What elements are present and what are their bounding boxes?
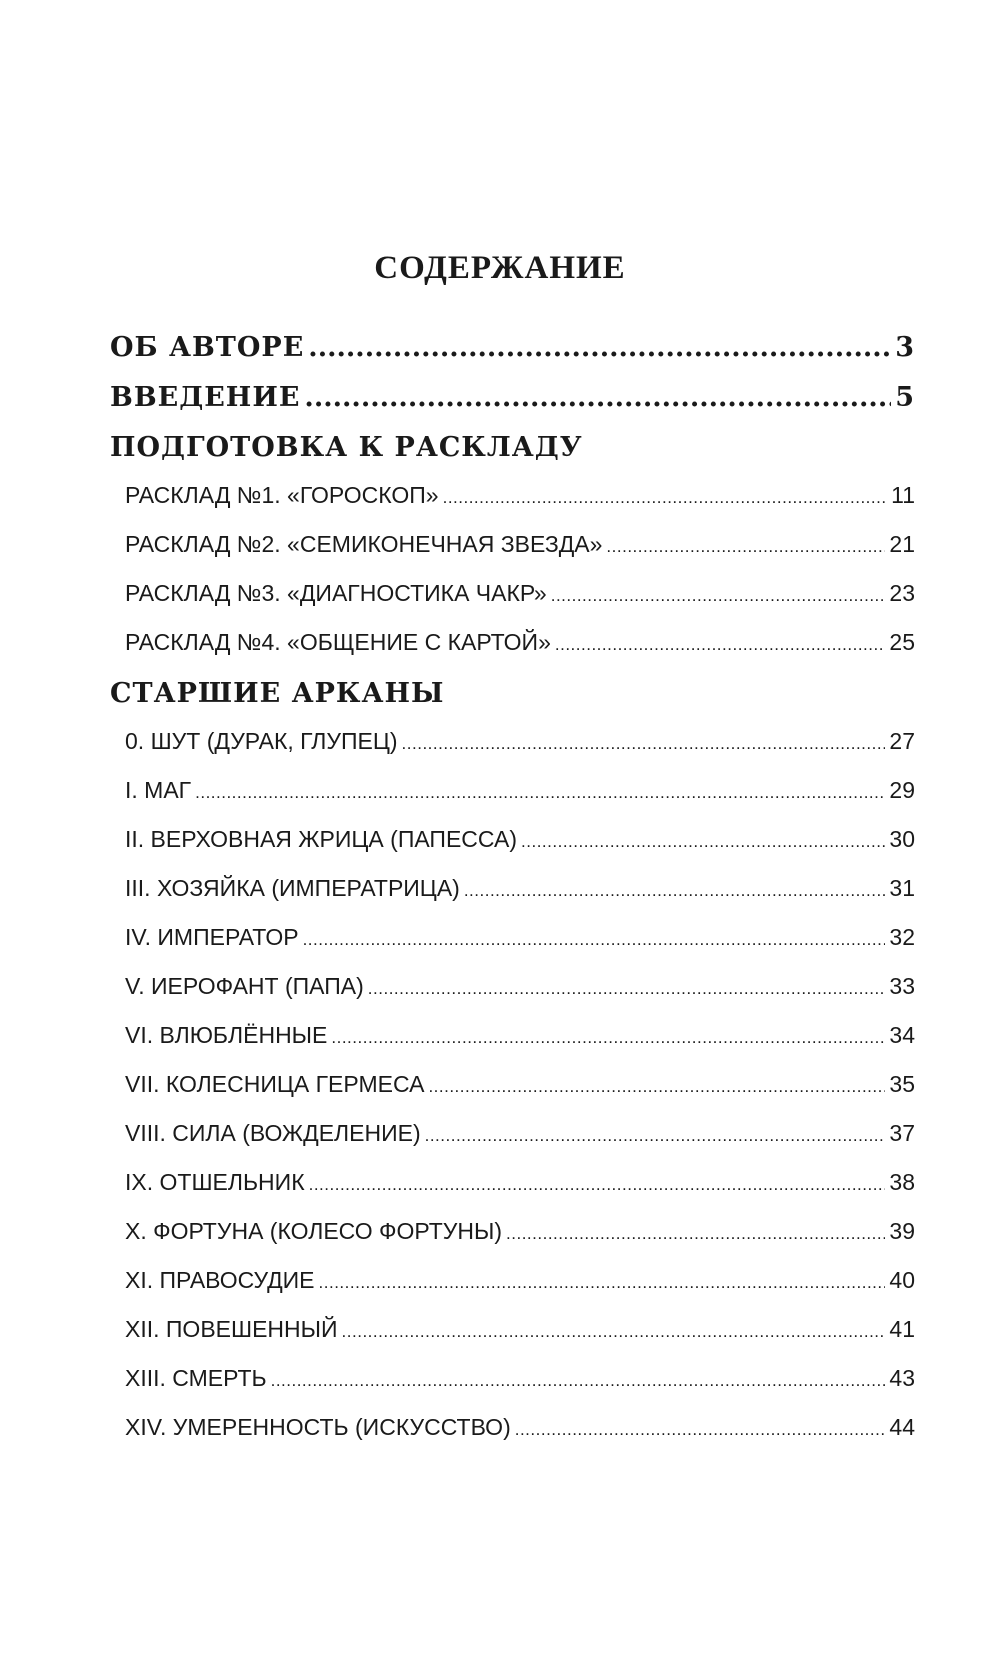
toc-page-number: 44	[889, 1414, 915, 1440]
toc-entry[interactable]	[110, 1414, 915, 1463]
toc-page-number: 41	[889, 1316, 915, 1342]
toc-entry[interactable]	[110, 777, 915, 826]
dot-leader	[425, 1126, 886, 1146]
toc-page-number: 39	[889, 1218, 915, 1244]
toc-page-number: 30	[889, 826, 915, 852]
toc-entry[interactable]	[110, 728, 915, 777]
toc-page-number: 11	[891, 482, 915, 508]
dot-leader	[331, 1028, 885, 1048]
toc-entry-introduction[interactable]	[110, 382, 915, 432]
dot-leader	[195, 783, 885, 803]
dot-leader	[368, 979, 886, 999]
toc-entry[interactable]	[110, 924, 915, 973]
toc-page-number: 31	[889, 875, 915, 901]
toc-page-number: 40	[889, 1267, 915, 1293]
toc-entry[interactable]	[110, 531, 915, 580]
toc-page-number: 43	[889, 1365, 915, 1391]
toc-page-number: 29	[889, 777, 915, 803]
toc-entry-label: 0. ШУТ (ДУРАК, ГЛУПЕЦ)	[125, 728, 398, 754]
toc-entry-label: X. ФОРТУНА (КОЛЕСО ФОРТУНЫ)	[125, 1218, 503, 1244]
toc-entry-label: ВВЕДЕНИЕ	[110, 382, 301, 413]
toc-page-number: 35	[889, 1071, 915, 1097]
toc-entry-label: III. ХОЗЯЙКА (ИМПЕРАТРИЦА)	[125, 875, 460, 901]
dot-leader	[506, 1224, 885, 1244]
toc-entry[interactable]	[110, 973, 915, 1022]
dot-leader	[551, 586, 886, 606]
toc-entry-label: РАСКЛАД №4. «ОБЩЕНИЕ С КАРТОЙ»	[125, 629, 551, 655]
toc-entry-label: V. ИЕРОФАНТ (ПАПА)	[125, 973, 364, 999]
toc-page-number: 3	[895, 332, 915, 363]
table-of-contents	[110, 332, 915, 1463]
toc-page-number: 5	[895, 382, 915, 413]
dot-leader	[443, 488, 888, 508]
toc-entry[interactable]	[110, 1169, 915, 1218]
dot-leader	[308, 332, 891, 363]
dot-leader	[428, 1077, 885, 1097]
toc-entry-label: РАСКЛАД №2. «СЕМИКОНЕЧНАЯ ЗВЕЗДА»	[125, 531, 603, 557]
toc-entry[interactable]	[110, 1071, 915, 1120]
toc-entry[interactable]	[110, 826, 915, 875]
dot-leader	[303, 930, 886, 950]
toc-entry-label: XI. ПРАВОСУДИЕ	[125, 1267, 315, 1293]
toc-entry[interactable]	[110, 482, 915, 531]
toc-page-number: 33	[889, 973, 915, 999]
toc-page-number: 23	[889, 580, 915, 606]
dot-leader	[555, 635, 886, 655]
page-title: СОДЕРЖАНИЕ	[374, 250, 626, 286]
toc-entry-label: IX. ОТШЕЛЬНИК	[125, 1169, 305, 1195]
dot-leader	[309, 1175, 886, 1195]
section-heading[interactable]: СТАРШИЕ АРКАНЫ	[110, 678, 445, 709]
toc-entry-label: VI. ВЛЮБЛЁННЫЕ	[125, 1022, 328, 1048]
toc-page-number: 38	[889, 1169, 915, 1195]
toc-entry[interactable]	[110, 1022, 915, 1071]
toc-entry[interactable]	[110, 1316, 915, 1365]
dot-leader	[521, 832, 885, 852]
toc-entry[interactable]	[110, 580, 915, 629]
dot-leader	[464, 881, 886, 901]
toc-page-number: 32	[889, 924, 915, 950]
toc-entry[interactable]	[110, 1365, 915, 1414]
toc-entry[interactable]	[110, 1120, 915, 1169]
toc-section-spread-preparation	[110, 432, 915, 678]
dot-leader	[304, 382, 891, 413]
toc-entry[interactable]	[110, 1267, 915, 1316]
dot-leader	[319, 1273, 886, 1293]
dot-leader	[271, 1371, 886, 1391]
toc-entry[interactable]	[110, 875, 915, 924]
toc-entry-label: XII. ПОВЕШЕННЫЙ	[125, 1316, 338, 1342]
toc-entry[interactable]	[110, 1218, 915, 1267]
toc-entry-label: РАСКЛАД №3. «ДИАГНОСТИКА ЧАКР»	[125, 580, 547, 606]
toc-page-number: 34	[889, 1022, 915, 1048]
toc-entry[interactable]	[110, 629, 915, 678]
dot-leader	[342, 1322, 886, 1342]
toc-entry-label: IV. ИМПЕРАТОР	[125, 924, 299, 950]
dot-leader	[515, 1420, 886, 1440]
section-heading[interactable]: ПОДГОТОВКА К РАСКЛАДУ	[110, 432, 583, 463]
toc-section-major-arcana	[110, 678, 915, 1463]
dot-leader	[606, 537, 885, 557]
toc-entry-about-author[interactable]	[110, 332, 915, 382]
toc-entry-label: РАСКЛАД №1. «ГОРОСКОП»	[125, 482, 439, 508]
toc-entry-label: XIV. УМЕРЕННОСТЬ (ИСКУССТВО)	[125, 1414, 511, 1440]
toc-entry-label: XIII. СМЕРТЬ	[125, 1365, 267, 1391]
dot-leader	[402, 734, 886, 754]
toc-entry-label: VII. КОЛЕСНИЦА ГЕРМЕСА	[125, 1071, 425, 1097]
toc-entry-label: I. МАГ	[125, 777, 192, 803]
toc-page-number: 27	[889, 728, 915, 754]
toc-entry-label: II. ВЕРХОВНАЯ ЖРИЦА (ПАПЕССА)	[125, 826, 518, 852]
toc-page-number: 25	[889, 629, 915, 655]
toc-page-number: 21	[889, 531, 915, 557]
toc-entry-label: ОБ АВТОРЕ	[110, 332, 305, 363]
toc-entry-label: VIII. СИЛА (ВОЖДЕЛЕНИЕ)	[125, 1120, 421, 1146]
toc-page-number: 37	[889, 1120, 915, 1146]
